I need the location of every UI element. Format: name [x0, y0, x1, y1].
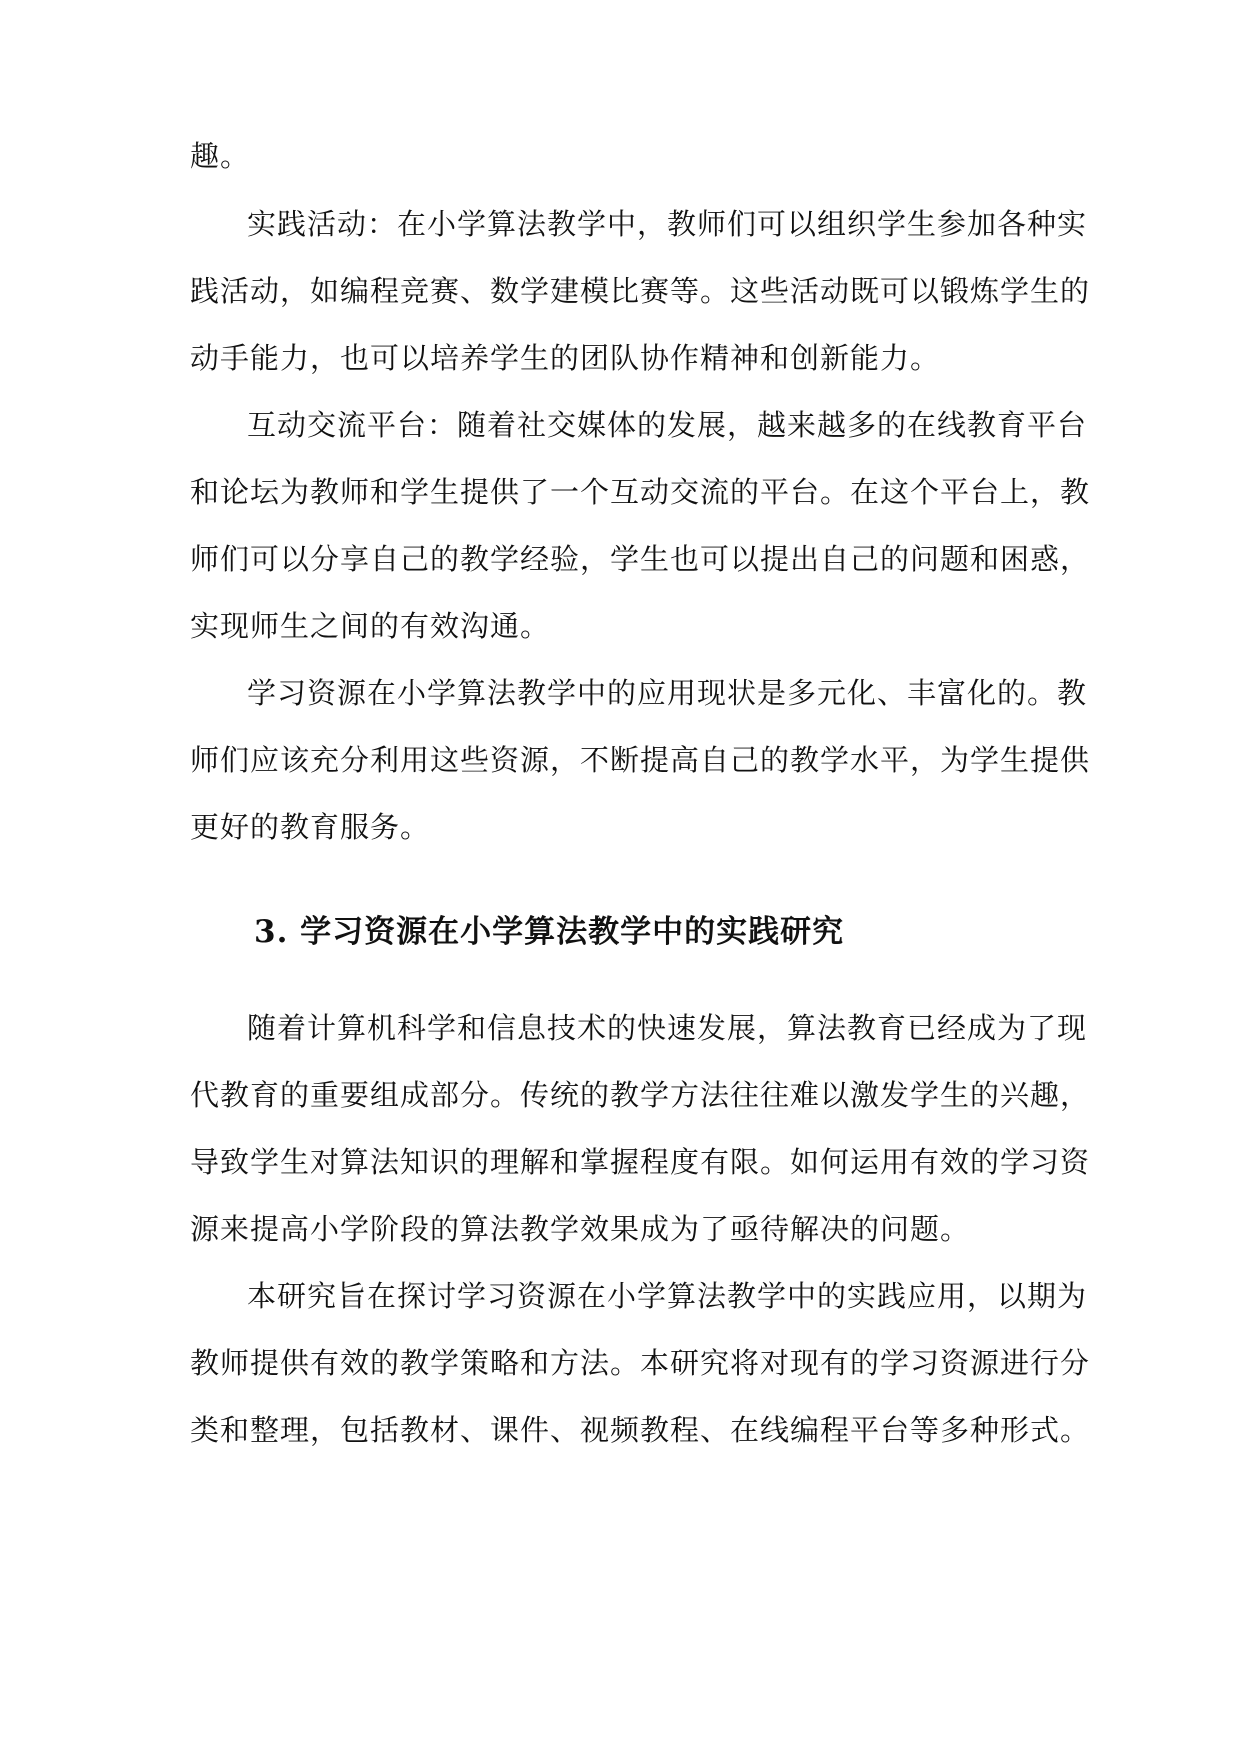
section-paragraph-2-line-1: 本研究旨在探讨学习资源在小学算法教学中的实践应用，以期为 [247, 1279, 1088, 1313]
summary-line-2: 师们应该充分利用这些资源，不断提高自己的教学水平，为学生提供 [190, 743, 1091, 777]
interaction-platform-line-4: 实现师生之间的有效沟通。 [190, 609, 551, 643]
section-paragraph-2-line-2: 教师提供有效的教学策略和方法。本研究将对现有的学习资源进行分 [190, 1346, 1091, 1380]
section-heading: 3. 学习资源在小学算法教学中的实践研究 [254, 914, 845, 950]
interaction-platform-line-2: 和论坛为教师和学生提供了一个互动交流的平台。在这个平台上，教 [190, 475, 1091, 509]
section-paragraph-1-line-4: 源来提高小学阶段的算法教学效果成为了亟待解决的问题。 [190, 1212, 971, 1246]
summary-line-3: 更好的教育服务。 [190, 810, 431, 844]
summary-line-1: 学习资源在小学算法教学中的应用现状是多元化、丰富化的。教 [247, 676, 1088, 710]
practice-activities-line-3: 动手能力，也可以培养学生的团队协作精神和创新能力。 [190, 341, 941, 375]
section-paragraph-2-line-3: 类和整理，包括教材、课件、视频教程、在线编程平台等多种形式。 [190, 1413, 1091, 1447]
paragraph-continuation-line: 趣。 [190, 139, 251, 173]
interaction-platform-line-1: 互动交流平台：随着社交媒体的发展，越来越多的在线教育平台 [247, 408, 1088, 442]
interaction-platform-line-3: 师们可以分享自己的教学经验，学生也可以提出自己的问题和困惑， [190, 542, 1091, 576]
section-paragraph-1-line-2: 代教育的重要组成部分。传统的教学方法往往难以激发学生的兴趣， [190, 1078, 1091, 1112]
section-paragraph-1-line-1: 随着计算机科学和信息技术的快速发展，算法教育已经成为了现 [247, 1011, 1088, 1045]
practice-activities-line-2: 践活动，如编程竞赛、数学建模比赛等。这些活动既可以锻炼学生的 [190, 274, 1091, 308]
practice-activities-line-1: 实践活动：在小学算法教学中，教师们可以组织学生参加各种实 [247, 207, 1088, 241]
section-paragraph-1-line-3: 导致学生对算法知识的理解和掌握程度有限。如何运用有效的学习资 [190, 1145, 1091, 1179]
